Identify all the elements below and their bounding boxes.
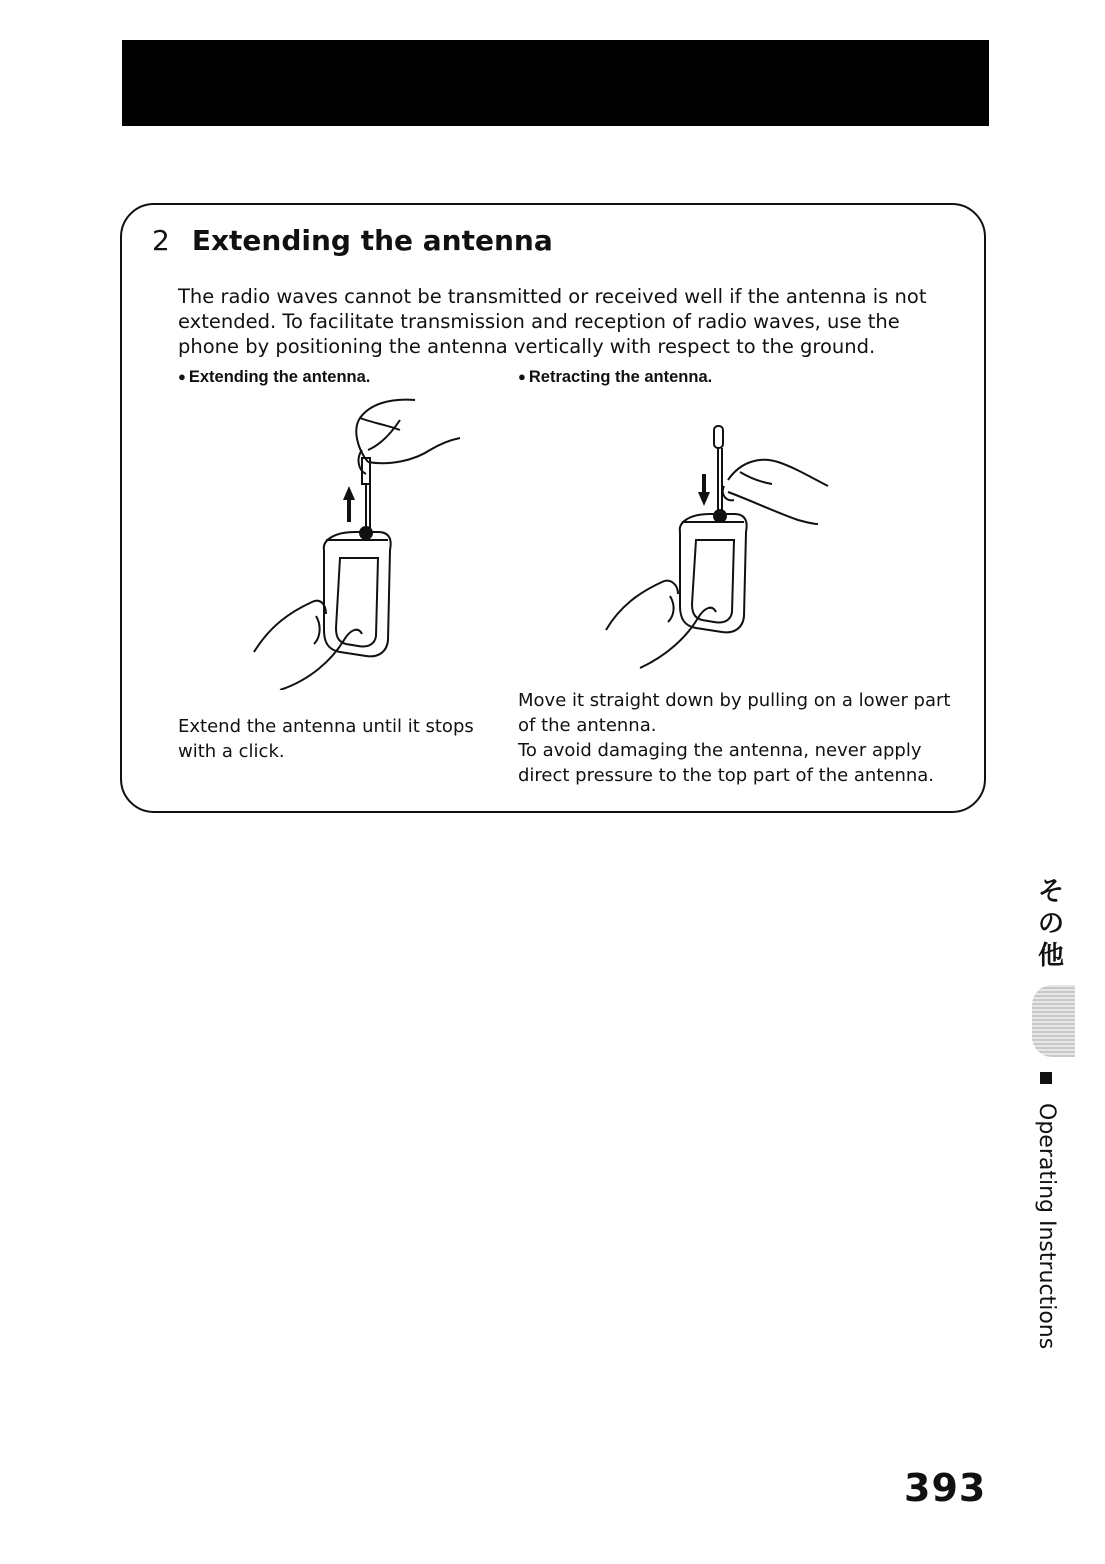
side-tab-shade <box>1032 985 1075 1057</box>
side-tab-kana <box>1033 876 1069 972</box>
extend-caption: Extend the antenna until it stops with a click. <box>178 716 474 762</box>
page-number: 393 <box>904 1466 987 1510</box>
side-tab-label <box>1034 1072 1059 1349</box>
kana-char: 他 <box>1037 941 1064 971</box>
retract-caption: Move it straight down by pulling on a lower part of the antenna. To avoid damaging the antenna, never apply direct pressure to the top part of the antenna. <box>518 690 951 786</box>
retract-antenna-illustration <box>600 420 840 680</box>
section-title-text: Extending the antenna <box>191 224 553 257</box>
kana-char: の <box>1037 909 1064 939</box>
retract-heading <box>518 368 712 387</box>
section-number: 2 <box>152 224 170 257</box>
extend-heading-text: Extending the antenna. <box>188 368 371 386</box>
header-bar <box>122 40 989 126</box>
bullet-icon: ● <box>518 369 526 384</box>
bullet-icon: ● <box>178 369 186 384</box>
square-bullet-icon <box>1040 1072 1052 1084</box>
extend-antenna-illustration <box>240 390 480 690</box>
extend-heading <box>178 368 370 387</box>
side-tab-label-text: Operating Instructions <box>1034 1103 1059 1350</box>
retract-heading-text: Retracting the antenna. <box>528 368 713 386</box>
section-title <box>152 224 553 257</box>
intro-paragraph: The radio waves cannot be transmitted or received well if the antenna is not extended. To facilitate transmission and reception of radio waves, use the phone by positioning the antenna vertically with respect to the ground. <box>178 285 927 358</box>
kana-char: そ <box>1037 877 1064 907</box>
